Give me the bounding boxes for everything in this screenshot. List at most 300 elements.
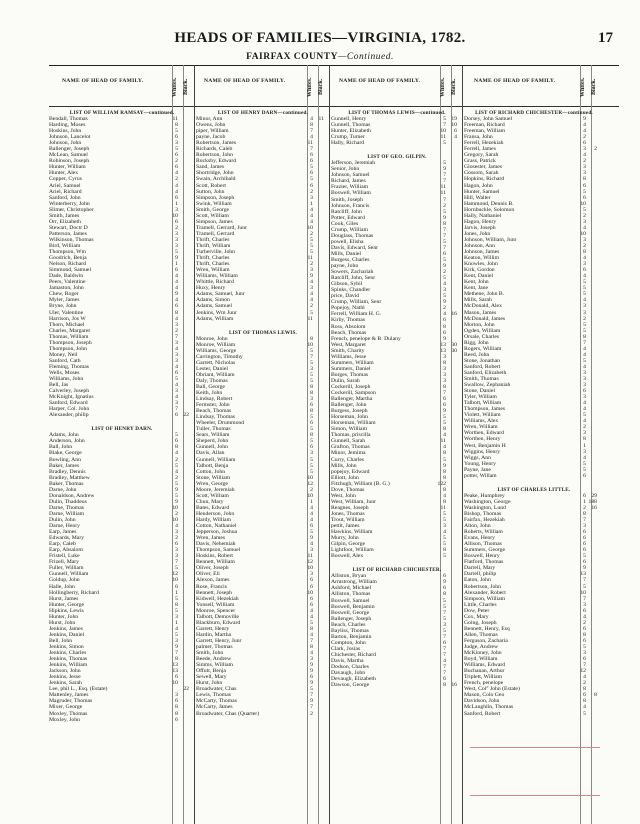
whites-count: 5	[583, 291, 586, 298]
whites-count: 6	[583, 559, 586, 566]
whites-count: 5	[583, 466, 586, 473]
head-of-family-name: Sand, James	[196, 164, 225, 171]
head-of-family-name: Smith, George	[196, 206, 230, 213]
whites-count: 5	[443, 275, 446, 282]
head-of-family-name: Murry, John	[331, 535, 359, 542]
head-of-family-name: payne, John	[331, 263, 359, 270]
head-of-family-name: Kidwell, Hezekiah	[196, 595, 239, 602]
head-of-family-name: Alliston, Thomas	[331, 591, 371, 598]
whites-count: 8	[310, 390, 313, 397]
head-of-family-name: Darne, William	[49, 510, 85, 517]
head-of-family-name: Kirk, Gordon	[464, 267, 495, 274]
head-of-family-name: Garrett, Nicholas	[196, 359, 236, 366]
whites-count: 6	[175, 674, 178, 681]
head-of-family-name: Thomas, William	[49, 333, 89, 340]
head-of-family-name: Williams, George	[196, 347, 237, 354]
whites-count: 2	[175, 224, 178, 231]
whites-count: 8	[175, 309, 178, 316]
head-of-family-name: Blackburn, Edward	[196, 619, 241, 626]
whites-count: 10	[440, 128, 446, 135]
whites-count: 5	[310, 686, 313, 693]
head-of-family-name: Sears, William	[196, 432, 230, 439]
head-of-family-name: Mixer, George	[49, 704, 83, 711]
head-of-family-name: Sowers, Zachariah	[331, 269, 374, 276]
whites-count: 5	[583, 327, 586, 334]
head-of-family-name: Douglass, Thomas	[331, 232, 374, 239]
head-of-family-name: Cotton, Nathaniel	[196, 523, 237, 530]
whites-count: 7	[583, 577, 586, 584]
head-of-family-name: Stone, William	[196, 474, 231, 481]
head-of-family-name: Johnson, Ann	[464, 242, 495, 249]
blacks-count: 11	[318, 116, 324, 122]
household-row	[49, 717, 195, 723]
head-of-family-name: Burges, Thomas	[331, 371, 369, 378]
head-of-family-name: Gunnell, William	[196, 456, 236, 463]
head-of-family-name: Wilkinson, Thomas	[49, 236, 94, 243]
whites-count: 1	[583, 498, 586, 505]
whites-count: 13	[172, 668, 178, 675]
whites-count: 5	[443, 603, 446, 610]
whites-count: 3	[443, 287, 446, 294]
head-of-family-name: Keaton, Willim	[464, 255, 500, 262]
head-of-family-name: Kirby, Thomas	[331, 317, 365, 324]
whites-count: 5	[175, 480, 178, 487]
head-of-family-name: Burgess, Charles	[331, 256, 370, 263]
whites-count: 3	[310, 267, 313, 274]
whites-count: 7	[175, 650, 178, 657]
whites-count: 6	[175, 134, 178, 141]
head-of-family-name: Darne, John	[49, 486, 77, 493]
page-title: HEADS OF FAMILIES—VIRGINIA, 1782.	[174, 30, 466, 46]
head-of-family-name: Ball, John	[49, 444, 73, 451]
whites-count: 6	[583, 529, 586, 536]
whites-count: 7	[443, 633, 446, 640]
whites-count: 3	[175, 351, 178, 358]
head-of-family-name: West, Benjamin H	[464, 442, 506, 449]
whites-count: 7	[443, 670, 446, 677]
whites-count: 13	[172, 662, 178, 669]
whites-count: 6	[310, 182, 313, 189]
whites-count: 8	[443, 474, 446, 481]
name-column-header: NAME OF HEAD OF FAMILY.	[62, 78, 144, 84]
whites-count: 3	[583, 218, 586, 225]
list-title: LIST OF HENRY DARN.	[91, 426, 153, 433]
head-of-family-name: Simpson, James	[196, 218, 233, 225]
red-mark	[470, 747, 600, 748]
whites-count: 8	[443, 468, 446, 475]
whites-count: 4	[175, 625, 178, 632]
whites-count: 7	[583, 662, 586, 669]
head-of-family-name: Carrington, Timothy	[196, 353, 243, 360]
head-of-family-name: Bradley, Dennis	[49, 468, 86, 475]
whites-count: 10	[580, 589, 586, 596]
whites-column-header: Whites.	[580, 77, 586, 97]
head-of-family-name: Allison, Thomas	[464, 541, 502, 548]
whites-count: 6	[443, 573, 446, 580]
whites-count: 4	[175, 188, 178, 195]
head-of-family-name: Sanford, Robert	[464, 710, 501, 717]
head-of-family-name: Boyd, William	[464, 656, 498, 663]
household-row	[49, 412, 195, 418]
whites-count: 8	[310, 643, 313, 650]
whites-count: 5	[443, 517, 446, 523]
whites-count: 6	[583, 194, 586, 201]
whites-count: 4	[583, 363, 586, 370]
whites-count: 8	[443, 220, 446, 227]
whites-count: 4	[175, 468, 178, 475]
whites-count: 9	[175, 643, 178, 650]
head-of-family-name: Adams, William	[196, 315, 234, 322]
head-of-family-name: Baker, Thomas	[49, 480, 84, 487]
head-of-family-name: Johnson, James	[464, 249, 500, 256]
whites-count: 3	[443, 523, 446, 530]
head-of-family-name: Boswell, Alex	[331, 553, 364, 560]
whites-count: 5	[443, 510, 446, 517]
whites-count: 9	[310, 680, 313, 687]
whites-count: 6	[583, 547, 586, 554]
head-of-family-name: Gunnell, Sarah	[331, 438, 366, 445]
head-of-family-name: Cotton, John	[196, 468, 226, 475]
whites-count: 9	[310, 535, 313, 542]
blacks-column-header: Black.	[451, 78, 457, 96]
head-of-family-name: Jarvis, Joseph	[464, 224, 496, 231]
head-of-family-name: Swink, William	[196, 200, 232, 207]
whites-count: 9	[583, 565, 586, 572]
whites-count: 6	[310, 674, 313, 681]
head-of-family-name: Davis, Allan	[196, 450, 225, 457]
head-of-family-name: Thompson, John	[49, 345, 87, 352]
whites-count: 8	[443, 498, 446, 505]
whites-count: 5	[310, 359, 313, 366]
head-of-family-name: Richards, Caleb	[196, 146, 233, 153]
whites-count: 5	[310, 619, 313, 626]
head-of-family-name: Kent, Daniel	[464, 273, 494, 280]
head-of-family-name: Lester, Daniel	[196, 365, 228, 372]
whites-count: 5	[310, 414, 313, 421]
head-of-family-name: Edwards, Mary	[49, 535, 85, 542]
head-of-family-name: Patterson, James	[49, 230, 87, 237]
whites-count: 6	[443, 676, 446, 683]
whites-count: 4	[175, 394, 178, 401]
head-of-family-name: Gunnell, John	[196, 444, 228, 451]
whites-count: 8	[443, 383, 446, 390]
head-of-family-name: Smith, Charity	[331, 347, 365, 354]
head-of-family-name: Minor, Jemima	[331, 450, 366, 457]
whites-count: 8	[443, 547, 446, 554]
whites-count: 5	[583, 553, 586, 560]
whites-count: 7	[310, 146, 313, 153]
whites-count: 3	[310, 571, 313, 578]
whites-count: 3	[175, 357, 178, 364]
whites-count: 11	[440, 190, 446, 197]
whites-count: 5	[583, 412, 586, 419]
head-of-family-name: Gunnell, Thomas	[331, 122, 371, 129]
whites-count: 4	[175, 523, 178, 530]
head-of-family-name: Bennett, Henry, Esq	[464, 625, 510, 632]
head-of-family-name: Anderson, John	[49, 438, 85, 445]
whites-count: 9	[443, 299, 446, 306]
whites-count: 1	[310, 200, 313, 207]
whites-count: 9	[175, 498, 178, 505]
head-of-family-name: Donaldson, Andrew	[49, 492, 95, 499]
whites-count: 3	[583, 430, 586, 437]
head-of-family-name: Alexander, Robert	[464, 589, 506, 596]
whites-count: 7	[175, 559, 178, 566]
whites-count: 5	[583, 357, 586, 364]
head-of-family-name: Washington, Lund	[464, 504, 506, 511]
head-of-family-name: price, David	[331, 293, 360, 300]
head-of-family-name: Calverley, Joseph	[49, 388, 90, 395]
whites-count: 4	[583, 351, 586, 358]
head-of-family-name: Sanford, Robert	[464, 363, 501, 370]
head-of-family-name: Lindsay, Thomas	[196, 414, 236, 421]
whites-count: 4	[583, 255, 586, 262]
blacks-count: 188	[588, 498, 597, 505]
whites-count: 5	[443, 597, 446, 604]
head-of-family-name: West, John	[331, 492, 356, 499]
whites-count: 12	[307, 480, 313, 487]
head-of-family-name: Oliver, Eli	[196, 571, 220, 578]
head-of-family-name: Hurst, John	[196, 680, 223, 687]
head-of-family-name: Worthen, Edward	[464, 430, 504, 437]
whites-count: 5	[583, 643, 586, 650]
whites-count: 3	[583, 382, 586, 389]
whites-count: 6	[443, 329, 446, 336]
whites-count: 7	[583, 339, 586, 346]
head-of-family-name: Horseman, William	[331, 420, 376, 427]
whites-count: 4	[443, 281, 446, 288]
whites-count: 5	[443, 140, 446, 147]
head-of-family-name: Reagnes, Joseph	[331, 504, 369, 511]
head-of-family-name: Ferrell, William H. G.	[331, 311, 382, 318]
head-of-family-name: Dodson, Charles	[331, 664, 369, 671]
head-of-family-name: Myler, James	[49, 297, 80, 304]
head-of-family-name: Bradley, Matthew	[49, 474, 90, 481]
head-of-family-name: Summers, Daniel	[331, 365, 371, 372]
head-of-family-name: Ross, Absolom	[331, 323, 366, 330]
whites-count: 3	[310, 365, 313, 372]
head-of-family-name: Hagon, John	[464, 182, 493, 189]
head-of-family-name: Jenkins, Simon	[49, 643, 84, 650]
whites-count: 5	[310, 242, 313, 249]
whites-count: 8	[310, 625, 313, 632]
head-of-family-name: Johnson, William, Junr	[464, 236, 517, 243]
head-of-family-name: Slimer, Christopher	[49, 206, 94, 213]
whites-count: 7	[310, 692, 313, 699]
head-of-family-name: McDonald, Alex	[464, 303, 502, 310]
whites-count: 10	[307, 492, 313, 499]
whites-count: 6	[310, 420, 313, 427]
head-of-family-name: Darrell, philip	[464, 571, 497, 578]
whites-count: 3	[583, 146, 586, 153]
head-of-family-name: Senior, John	[331, 166, 360, 173]
head-of-family-name: Keith, John	[196, 390, 223, 397]
whites-count: 4	[175, 315, 178, 322]
whites-count: 7	[310, 353, 313, 360]
head-of-family-name: Judge, Andrew	[464, 643, 499, 650]
whites-count: 7	[443, 196, 446, 203]
whites-count: 5	[583, 206, 586, 213]
whites-count: 5	[583, 188, 586, 195]
whites-count: 1	[310, 498, 313, 505]
whites-count: 2	[583, 424, 586, 431]
whites-count: 2	[310, 486, 313, 493]
whites-count: 5	[310, 249, 313, 256]
head-of-family-name: Sewell, Mary	[196, 674, 227, 681]
head-of-family-name: Johnson, John	[49, 140, 82, 147]
head-of-family-name: Bennett, William	[196, 559, 235, 566]
whites-column-header: Whites.	[307, 77, 313, 97]
head-of-family-name: Talbott, William	[464, 400, 502, 407]
whites-count: 3	[583, 523, 586, 530]
head-of-family-name: Alexon, James	[196, 577, 230, 584]
head-of-family-name: Dorsey, John Samuel	[464, 116, 513, 122]
head-of-family-name: Crump, William, Senr	[331, 299, 382, 306]
whites-count: 8	[310, 432, 313, 439]
head-of-family-name: Smith, John	[196, 650, 224, 657]
head-of-family-name: Buchanan, Arthur	[464, 668, 505, 675]
head-of-family-name: Hardy, William	[196, 517, 231, 523]
head-of-family-name: Hipkins, Lewis	[49, 607, 84, 614]
whites-count: 5	[443, 414, 446, 421]
head-of-family-name: Mills, John	[331, 462, 357, 469]
household-row	[464, 711, 604, 717]
section-gap	[331, 559, 463, 567]
blacks-count: 19	[451, 116, 457, 122]
head-of-family-name: Boswell, Benjamin	[331, 603, 375, 610]
head-of-family-name: Lightfoot, William	[331, 547, 374, 554]
head-of-family-name: Darne, Thomas	[49, 504, 84, 511]
head-of-family-name: Thorn, Michael	[49, 321, 85, 328]
head-of-family-name: McKinney, John	[464, 650, 502, 657]
head-of-family-name: Dawson, George	[331, 682, 370, 689]
head-of-family-name: Jenkins, Jesse	[49, 674, 81, 681]
head-of-family-name: Jefferson, Jeremiah	[331, 160, 376, 167]
head-of-family-name: Broadwater, Chas	[196, 686, 237, 693]
whites-count: 5	[310, 176, 313, 183]
head-of-family-name: Cockerill, Sampson	[331, 390, 376, 397]
blacks-count: 4	[454, 134, 457, 141]
blacks-count: 16	[451, 682, 457, 689]
head-of-family-name: Lee, phil L., Esq. (Estate)	[49, 686, 108, 693]
head-of-family-name: Dove, Thomas	[331, 486, 365, 493]
head-of-family-name: Hunter, John	[49, 613, 79, 620]
whites-count: 5	[175, 565, 178, 572]
whites-count: 3	[583, 236, 586, 243]
whites-count: 3	[443, 353, 446, 360]
whites-count: 4	[583, 152, 586, 159]
whites-count: 3	[310, 194, 313, 201]
whites-count: 8	[583, 698, 586, 705]
blacks-column-header: Black.	[591, 78, 597, 96]
head-of-family-name: Fristell, Luke	[49, 553, 80, 560]
whites-count: 4	[175, 279, 178, 286]
head-of-family-name: Sheperd, John	[196, 438, 229, 445]
head-of-family-name: Sanford, Cath	[49, 357, 81, 364]
whites-count: 4	[583, 613, 586, 620]
head-of-family-name: Sanford, Edward	[49, 400, 88, 407]
head-of-family-name: Monroe, Spencer	[196, 607, 236, 614]
household-column-4	[464, 110, 604, 717]
whites-count: 4	[175, 182, 178, 189]
head-of-family-name: Smith, Joseph	[331, 196, 363, 203]
whites-count: 11	[307, 553, 313, 560]
whites-count: 6	[175, 194, 178, 201]
head-of-family-name: Boswell, Henry	[464, 553, 500, 560]
blacks-count: 30	[451, 347, 457, 354]
head-of-family-name: Jackson, John	[49, 668, 81, 675]
head-of-family-name: Rose, Francis	[196, 583, 227, 590]
whites-count: 3	[175, 236, 178, 243]
head-of-family-name: Johnson, Lancelot	[49, 134, 91, 141]
whites-count: 4	[583, 122, 586, 129]
whites-count: 10	[172, 504, 178, 511]
whites-count: 7	[443, 226, 446, 233]
whites-count: 9	[443, 579, 446, 586]
whites-count: 5	[443, 256, 446, 263]
whites-count: 4	[175, 170, 178, 177]
whites-count: 2	[175, 510, 178, 517]
list-title: LIST OF RICHARD CHICHESTER—continued.	[475, 110, 593, 116]
whites-count: 5	[175, 249, 178, 256]
household-row	[331, 553, 463, 559]
head-of-family-name: Crump, William	[331, 226, 368, 233]
whites-count: 6	[583, 625, 586, 632]
whites-count: 7	[443, 172, 446, 179]
blacks-count: 30	[451, 341, 457, 348]
head-of-family-name: Bell, John	[49, 637, 73, 644]
blacks-count: 29	[591, 492, 597, 499]
whites-count: 122	[437, 480, 446, 487]
whites-count: 11	[440, 184, 446, 191]
head-of-family-name: Blake, George	[49, 450, 82, 457]
whites-count: 2	[310, 188, 313, 195]
head-of-family-name: Clark, Josias	[331, 645, 361, 652]
whites-count: 3	[175, 206, 178, 213]
head-of-family-name: Ballenger, Martha	[331, 396, 373, 403]
whites-count: 5	[310, 309, 313, 316]
head-of-family-name: French, penelope	[464, 680, 504, 687]
whites-count: 1	[175, 589, 178, 596]
whites-count: 4	[175, 273, 178, 280]
section-gap	[196, 322, 330, 330]
whites-count: 11	[307, 255, 313, 262]
whites-count: 7	[443, 390, 446, 397]
whites-count: 7	[443, 178, 446, 185]
whites-count: 3	[175, 613, 178, 620]
head-of-family-name: Lewis, Thomas	[196, 692, 231, 699]
blacks-column-header: Black.	[183, 78, 189, 96]
household-column-2	[196, 110, 330, 717]
whites-count: 9	[443, 214, 446, 221]
blacks-column-header: Black.	[318, 78, 324, 96]
county-subtitle	[0, 52, 640, 62]
head-of-family-name: Hally, Richard	[331, 140, 365, 147]
head-of-family-name: Payne, Jane	[464, 466, 491, 473]
whites-count: 6	[175, 369, 178, 376]
head-of-family-name: Methene, John B.	[464, 291, 505, 298]
head-of-family-name: Burgess, Joseph	[331, 408, 368, 415]
whites-count: 8	[583, 249, 586, 256]
head-of-family-name: Johnson, Samuel	[331, 172, 370, 179]
head-of-family-name: Potter, Edward	[331, 214, 365, 221]
whites-count: 10	[580, 200, 586, 207]
whites-count: 3	[583, 601, 586, 608]
whites-count: 4	[310, 650, 313, 657]
whites-count: 10	[172, 680, 178, 687]
head-of-family-name: Wren, William	[196, 267, 230, 274]
head-of-family-name: Charles, Margaret	[49, 327, 90, 334]
